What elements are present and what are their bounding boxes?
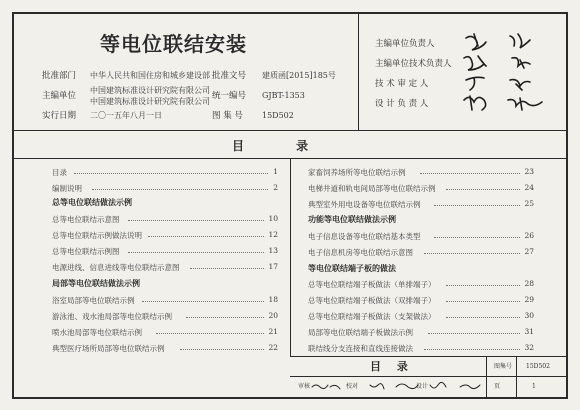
toc-entry[interactable] (52, 246, 278, 259)
toc-entry-text: 局部等电位联结端子板做法示例 (308, 328, 413, 337)
title-block-mid (290, 376, 568, 377)
signature-3a (466, 77, 484, 90)
title-block-name: 目 录 (370, 360, 414, 373)
toc-entry-text: 目录 (52, 168, 67, 177)
role-label: 主编单位负责人 (375, 39, 435, 49)
toc-entry-text: 家畜饲养场所等电位联结示例 (308, 168, 406, 177)
toc-entry-page: 12 (268, 230, 278, 239)
toc-entry[interactable] (308, 247, 534, 260)
toc-entry[interactable] (52, 343, 278, 356)
design-label: 设计 (416, 383, 429, 390)
toc-entry[interactable] (52, 295, 278, 308)
atlas-no: 15D502 (262, 111, 294, 120)
title-block-top (290, 356, 568, 357)
toc-entry-text: 电源进线、信息进线等电位联结示意图 (52, 263, 180, 272)
toc-entry-page: 22 (268, 343, 278, 352)
toc-entry-page: 26 (524, 231, 534, 240)
atlas-no-label: 图 集 号 (212, 111, 243, 121)
toc-entry[interactable] (52, 230, 278, 243)
role-label: 设 计 负 责 人 (375, 99, 429, 109)
toc-entry-text: 联结线分支连接和直线连接做法 (308, 344, 413, 353)
title-block-atlas-no: 15D502 (526, 363, 550, 370)
toc-entry-page: 25 (524, 199, 534, 208)
toc-entry-page: 24 (524, 183, 534, 192)
toc-entry[interactable] (308, 279, 534, 292)
unified-no-label: 统一编号 (212, 91, 247, 101)
toc-entry[interactable] (308, 343, 534, 356)
toc-entry-text: 浴室局部等电位联结示例 (52, 296, 135, 305)
toc-entry[interactable] (308, 295, 534, 308)
signature-2b (512, 58, 530, 68)
toc-heading: 目 录 (232, 139, 333, 153)
signature-4b (508, 98, 542, 110)
signatures (460, 30, 570, 120)
toc-entry-page: 31 (524, 327, 534, 336)
toc-entry[interactable] (52, 327, 278, 340)
toc-entry-page: 28 (524, 279, 534, 288)
toc-entry[interactable] (308, 167, 534, 180)
toc-section-heading: 功能等电位联结做法示例 (308, 214, 396, 224)
signature-1a (466, 34, 486, 50)
signature-4a (464, 96, 486, 110)
unified-no: GJBT-1353 (262, 91, 305, 100)
toc-entry-page: 27 (524, 247, 534, 256)
toc-entry-text: 总等电位联结示意图 (52, 215, 120, 224)
toc-entry[interactable] (52, 214, 278, 227)
toc-entry-text: 总等电位联结端子板做法（单排端子） (308, 280, 436, 289)
toc-entry-text: 典型医疗场所局部等电位联结示例 (52, 344, 165, 353)
toc-entry-page: 30 (524, 311, 534, 320)
header-bottom-rule (14, 130, 568, 131)
toc-heading-rule (14, 158, 568, 159)
title-block-signatures (310, 379, 486, 395)
page-number: 1 (532, 383, 536, 390)
toc-entry-page: 10 (268, 214, 278, 223)
toc-entry[interactable] (308, 231, 534, 244)
toc-entry-text: 总等电位联结示例做法说明 (52, 231, 142, 240)
toc-entry-page: 32 (524, 343, 534, 352)
toc-entry[interactable] (52, 262, 278, 275)
toc-entry[interactable] (52, 311, 278, 324)
page-label: 页 (494, 383, 501, 390)
title-block-div (486, 356, 487, 398)
page-title: 等电位联结安装 (100, 32, 247, 56)
atlas-label: 图集号 (494, 363, 513, 370)
toc-entry-page: 17 (268, 262, 278, 271)
approval-no-label: 批准文号 (212, 71, 247, 81)
toc-section-heading: 总等电位联结做法示例 (52, 197, 132, 207)
toc-entry-page: 23 (524, 167, 534, 176)
approve-dept-label: 批准部门 (42, 71, 77, 81)
date-label: 实行日期 (42, 111, 77, 121)
toc-entry-text: 编制说明 (52, 184, 82, 193)
toc-column-divider (290, 158, 291, 356)
toc-entry-text: 游泳池、戏水池局部等电位联结示例 (52, 312, 172, 321)
editor-unit-2: 中国建筑标准设计研究院有限公司 (90, 97, 210, 106)
toc-entry[interactable] (52, 183, 278, 196)
toc-entry-page: 2 (273, 183, 278, 192)
approval-no: 建质函[2015]185号 (262, 71, 336, 80)
toc-section-heading: 等电位联结端子板的做法 (308, 263, 396, 273)
toc-entry[interactable] (52, 167, 278, 180)
toc-entry-text: 典型室外用电设备等电位联结示例 (308, 200, 421, 209)
toc-entry-text: 总等电位联结端子板做法（双排端子） (308, 296, 436, 305)
toc-entry-page: 18 (268, 295, 278, 304)
signature-3b (510, 80, 530, 90)
toc-entry-text: 电子信息机房等电位联结示意图 (308, 248, 413, 257)
toc-entry-page: 13 (268, 246, 278, 255)
toc-entry-text: 总等电位联结示例图 (52, 247, 120, 256)
toc-entry[interactable] (308, 199, 534, 212)
signature-2a (464, 56, 486, 70)
toc-entry[interactable] (308, 183, 534, 196)
toc-entry-page: 20 (268, 311, 278, 320)
toc-entry-text: 总等电位联结端子板做法（支架做法） (308, 312, 436, 321)
toc-entry-page: 21 (268, 327, 278, 336)
toc-entry-text: 喷水池局部等电位联结示例 (52, 328, 142, 337)
toc-entry[interactable] (308, 327, 534, 340)
editor-unit-1: 中国建筑标准设计研究院有限公司 (90, 86, 210, 95)
approve-dept: 中华人民共和国住房和城乡建设部 (90, 71, 210, 80)
toc-entry-text: 电子信息设备等电位联结基本类型 (308, 232, 421, 241)
check-label: 校对 (346, 383, 359, 390)
toc-entry[interactable] (308, 311, 534, 324)
effective-date: 二〇一五年八月一日 (90, 111, 162, 120)
signature-1b (510, 34, 530, 48)
toc-entry-page: 29 (524, 295, 534, 304)
toc-entry-text: 电梯井道和轨电间局部等电位联结示例 (308, 184, 436, 193)
toc-entry-page: 1 (273, 167, 278, 176)
toc-section-heading: 局部等电位联结做法示例 (52, 278, 140, 288)
editor-unit-label: 主编单位 (42, 91, 77, 101)
role-label: 技 术 审 定 人 (375, 79, 429, 89)
title-block-div (516, 356, 517, 398)
review-label: 审核 (298, 383, 311, 390)
role-label: 主编单位技术负责人 (375, 59, 452, 69)
header-divider (358, 14, 359, 130)
